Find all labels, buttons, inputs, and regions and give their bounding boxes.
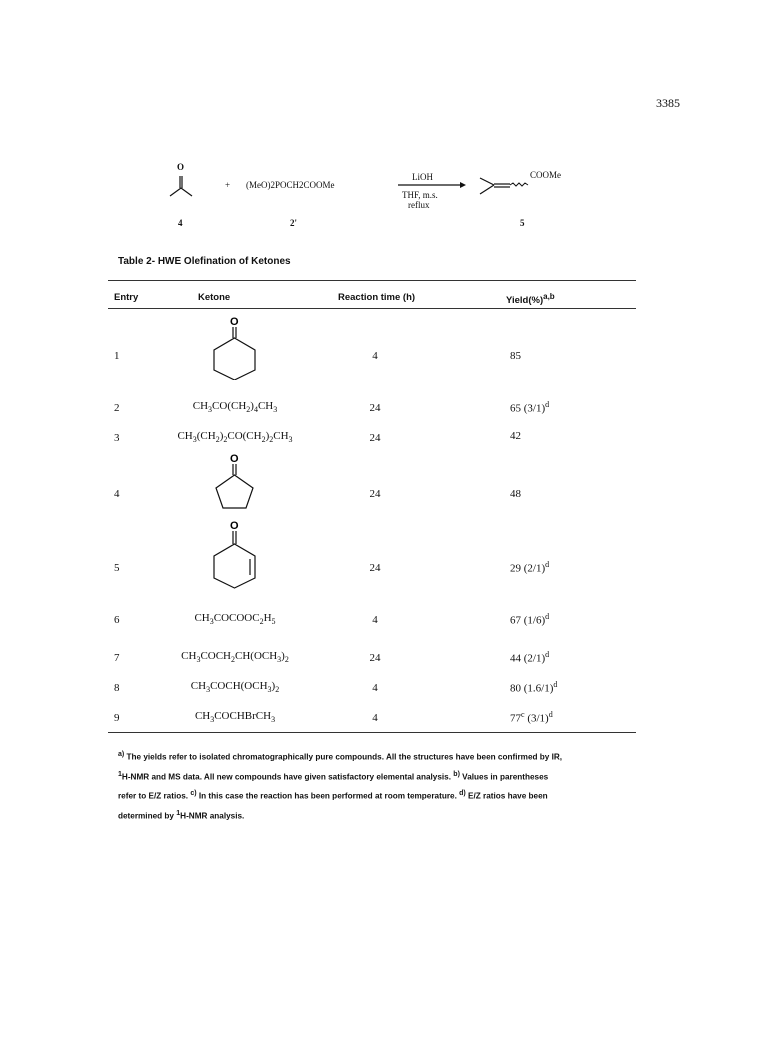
footnote-b-mark: b) [453, 770, 460, 778]
footnote-c-text: In this case the reaction has been performed at room temperature. [196, 792, 457, 802]
row8-entry: 8 [114, 682, 120, 694]
header-ketone: Ketone [198, 292, 231, 303]
header-time: Reaction time (h) [338, 292, 416, 303]
row7-ketone: $CH_3COCH_2CH(OCH_3)_2$ [181, 650, 289, 664]
product-number: 5 [520, 218, 525, 228]
reaction-scheme [150, 158, 570, 238]
row9-ketone: $CH_3COCHBrCH_3$ [194, 710, 276, 724]
ring2-oxygen: O [230, 453, 239, 465]
header-yield [506, 292, 555, 306]
row3-ketone: $CH_3(CH_2)_2CO(CH_2)_2CH_3$ [177, 430, 293, 444]
row9-entry: 9 [114, 712, 120, 724]
row9-yield-pre: 77 [510, 712, 521, 725]
row4-entry: 4 [114, 488, 120, 500]
ring1-oxygen: O [230, 316, 239, 328]
row3-entry: 3 [114, 432, 120, 444]
footnote-d-mark: d) [459, 790, 466, 798]
row9-time: 4 [372, 712, 378, 724]
row4-yield: 48 [510, 488, 521, 500]
page-number: 3385 [656, 96, 680, 110]
plus-sign: + [225, 180, 231, 190]
footnote-c-mark: c) [190, 790, 197, 798]
row4-time: 24 [369, 488, 381, 500]
row5-yield-value: 29 (2/1) [510, 562, 546, 575]
footnote-a-text-cont: H-NMR and MS data. All new compounds have given satisfactory elemental analysis. [121, 772, 452, 782]
row7-yield-note: d [545, 650, 550, 659]
row1-yield: 85 [510, 350, 521, 362]
header-yield-footnote: a,b [543, 292, 555, 301]
row5-yield [510, 560, 549, 575]
cyclohexanone-structure [205, 314, 265, 380]
footnote-a-nmr-sup: 1 [118, 770, 122, 778]
row9-yield-value: (3/1) [527, 712, 549, 725]
row5-time: 24 [369, 562, 381, 574]
header-entry: Entry [114, 292, 139, 303]
row2-yield-value: 65 (3/1) [510, 402, 546, 415]
footnote-d-nmr-sup: 1 [176, 810, 181, 818]
row8-ketone: $CH_3COCH(OCH_3)_2$ [190, 680, 280, 694]
conditions-top: LiOH [412, 172, 433, 182]
row6-entry: 6 [114, 614, 120, 626]
conditions-reflux: reflux [408, 200, 430, 210]
row7-time: 24 [369, 652, 381, 664]
row9-yield-note: d [548, 710, 553, 719]
cyclopentanone-structure [210, 450, 260, 510]
product-ester-group: COOMe [530, 170, 561, 180]
row9-yield [510, 710, 553, 725]
row6-yield [510, 612, 549, 627]
row6-time: 4 [372, 614, 378, 626]
reagent-number: 2' [290, 218, 298, 228]
table-top-rule [108, 280, 636, 281]
footnote-b-text: Values in parentheses [459, 772, 549, 782]
reactant-number: 4 [178, 218, 183, 228]
row1-time: 4 [372, 350, 378, 362]
row5-entry: 5 [114, 562, 120, 574]
row9-yield-pre-note: c [521, 710, 525, 719]
table-footnotes [118, 746, 638, 825]
header-yield-label: Yield(%) [506, 295, 544, 307]
table-caption: Table 2- HWE Olefination of Ketones [118, 256, 291, 267]
row7-entry: 7 [114, 652, 120, 664]
row1-entry: 1 [114, 350, 120, 362]
row8-yield-value: 80 (1.6/1) [510, 682, 554, 695]
reagent-formula: (MeO)2POCH2COOMe [246, 180, 335, 190]
row3-yield: 42 [510, 430, 521, 442]
row6-yield-note: d [545, 612, 550, 621]
row3-time: 24 [369, 432, 381, 444]
row8-time: 4 [372, 682, 378, 694]
row8-yield-note: d [553, 680, 558, 689]
row2-time: 24 [369, 402, 381, 414]
carbonyl-oxygen: O [177, 162, 185, 172]
header-rule [108, 308, 636, 309]
row5-yield-note: d [545, 560, 550, 569]
footnote-d-text-cont: H-NMR analysis. [180, 811, 245, 821]
cyclohexenone-structure [205, 518, 265, 590]
row2-yield-note: d [545, 400, 550, 409]
footnote-a-text: The yields refer to isolated chromatographically pure compounds. All the structures have been confirmed by IR, [124, 752, 563, 762]
row7-yield [510, 650, 549, 665]
row2-ketone: $CH_3CO(CH_2)_4CH_3$ [192, 400, 278, 414]
acetone-structure [150, 158, 570, 238]
footnote-b-text-cont: refer to E/Z ratios. [118, 792, 189, 802]
row8-yield [510, 680, 557, 695]
footnote-d-text-pre: determined by [118, 811, 177, 821]
conditions-bottom: THF, m.s. [402, 190, 438, 200]
row2-yield [510, 400, 549, 415]
row6-ketone: $CH_3COCOOC_2H_5$ [194, 612, 276, 626]
footnote-a-mark: a) [118, 751, 125, 758]
footnote-d-text: E/Z ratios have been [465, 792, 548, 802]
ring3-oxygen: O [230, 520, 239, 532]
row7-yield-value: 44 (2/1) [510, 652, 546, 665]
table-bottom-rule [108, 732, 636, 733]
row6-yield-value: 67 (1/6) [510, 614, 546, 627]
row2-entry: 2 [114, 402, 120, 414]
